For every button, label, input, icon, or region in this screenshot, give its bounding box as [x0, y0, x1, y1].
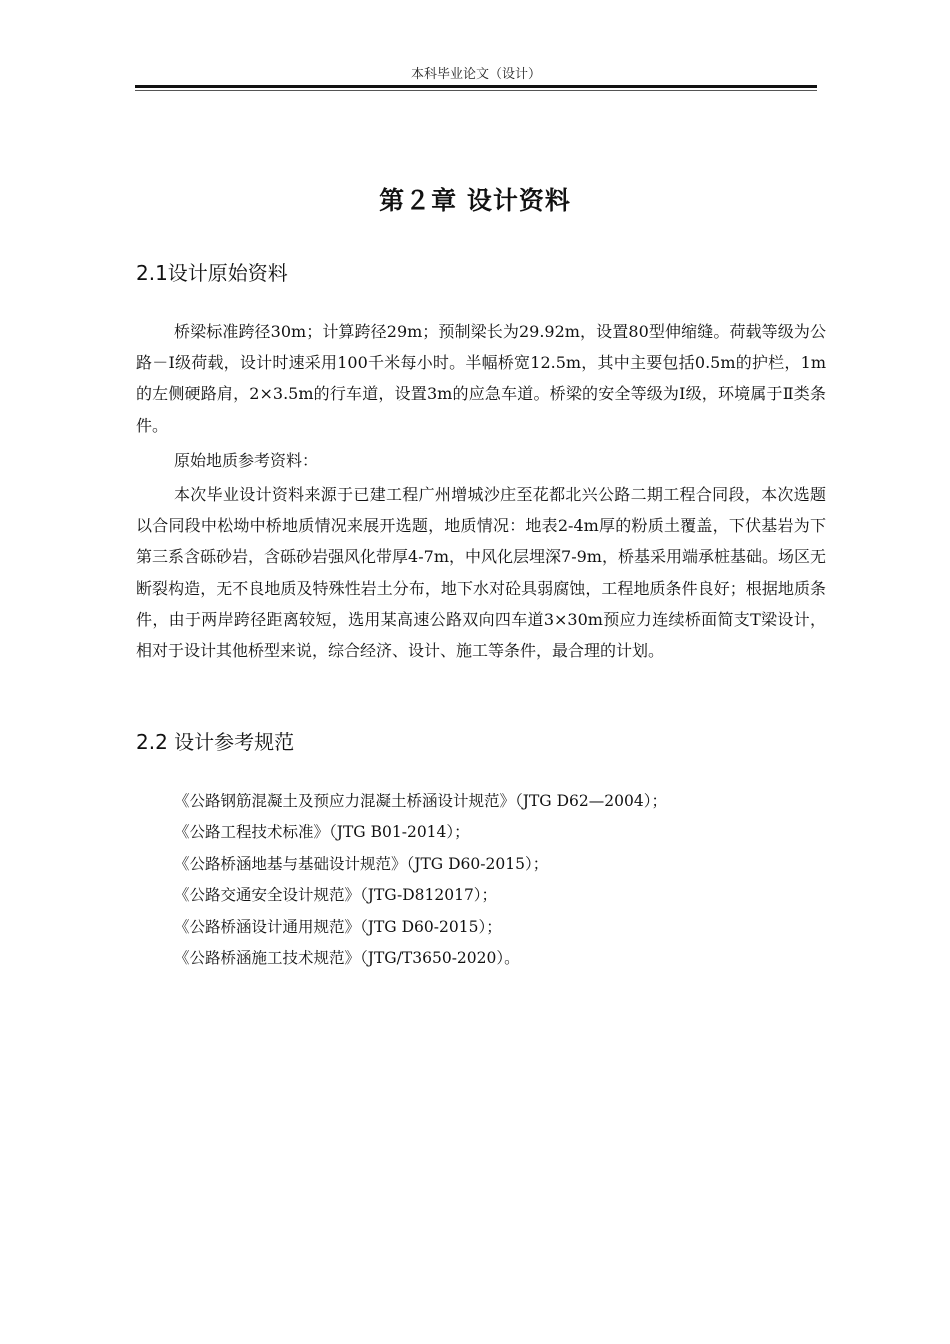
reference-item: 《公路桥涵施工技术规范》（JTG/T3650-2020）。 [174, 949, 520, 968]
paragraph-geology-details: 本次毕业设计资料来源于已建工程广州增城沙庄至花都北兴公路二期工程合同段，本次选题以合同段中松坳中桥地质情况来展开选题，地质情况：地表2-4m厚的粉质土覆盖，下伏基岩为下第三系含砾砂岩，含砾砂岩强风化带厚4-7m，中风化层埋深7-9m，桥基采用端承桩基础。场区无断裂构造，无不良地质及特殊性岩土分布，地下水对砼具弱腐蚀，工程地质条件良好；根据地质条件，由于两岸跨径距离较短，选用某高速公路双向四车道3×30m预应力连续桥面简支T梁设计，相对于设计其他桥型来说，综合经济、设计、施工等条件，最合理的计划。 [136, 485, 826, 661]
section-title-2-1: 2.1设计原始资料 [136, 261, 288, 285]
paragraph-geology-heading: 原始地质参考资料： [174, 451, 319, 470]
header-rule [135, 85, 817, 88]
chapter-title: 第２章 设计资料 [379, 186, 571, 215]
reference-item: 《公路工程技术标准》（JTG B01-2014）； [174, 823, 470, 842]
reference-list [174, 786, 667, 974]
paragraph-bridge-parameters: 桥梁标准跨径30m；计算跨径29m；预制梁长为29.92m，设置80型伸缩缝。荷载等级为公路－Ⅰ级荷载，设计时速采用100千米每小时。半幅桥宽12.5m，其中主要包括0.5m的护栏，1m的左侧硬路肩，2×3.5m的行车道，设置3m的应急车道。桥梁的安全等级为Ⅰ级，环境属于Ⅱ类条件。 [136, 322, 826, 435]
reference-item: 《公路桥涵地基与基础设计规范》（JTG D60-2015）； [174, 854, 549, 873]
reference-item: 《公路桥涵设计通用规范》（JTG D60-2015）； [174, 917, 502, 936]
reference-item: 《公路钢筋混凝土及预应力混凝土桥涵设计规范》（JTG D62—2004）； [174, 792, 667, 810]
header-rule-thin [135, 90, 817, 91]
reference-item: 《公路交通安全设计规范》（JTG-D812017）； [174, 886, 498, 905]
section-title-2-2: 2.2 设计参考规范 [136, 730, 295, 754]
page-header: 本科毕业论文（设计） [410, 67, 541, 82]
